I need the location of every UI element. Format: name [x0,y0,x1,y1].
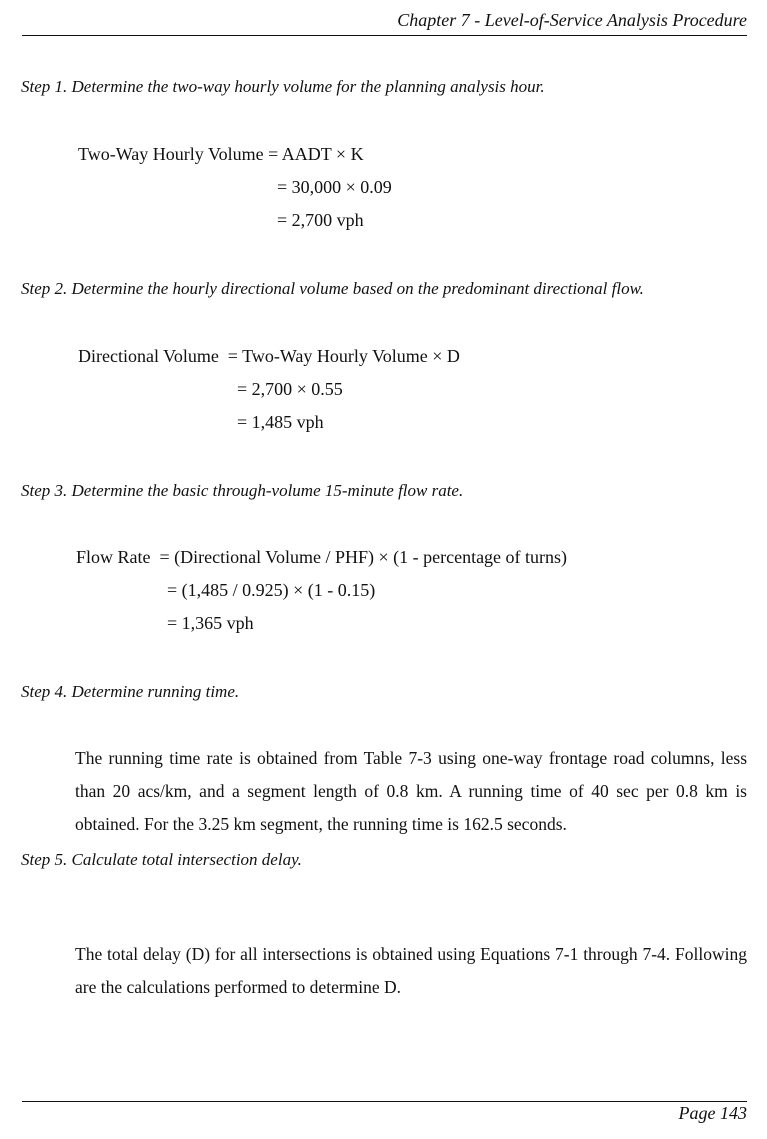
header-rule [22,35,747,36]
step-3-heading: Step 3. Determine the basic through-volume 15-minute flow rate. [21,481,464,500]
step-4-paragraph: The running time rate is obtained from Table 7-3 using one-way frontage road columns, less than 20 acs/km, and a segment length of 0.8 km. A running time of 40 sec per 0.8 km is obtained. For the 3.25 km segment, the running time is 162.5 seconds. [75,748,747,834]
step-3-equation-line-3: = 1,365 vph [167,613,254,633]
step-1-heading: Step 1. Determine the two-way hourly volume for the planning analysis hour. [21,77,545,96]
step-5-heading: Step 5. Calculate total intersection delay. [21,850,302,869]
step-2-equation-line-1: Directional Volume = Two-Way Hourly Volume × D [78,346,460,366]
page-number: Page 143 [678,1103,747,1123]
step-4-heading: Step 4. Determine running time. [21,682,240,701]
step-1-equation-line-1: Two-Way Hourly Volume = AADT × K [78,144,364,164]
step-3-equation-line-2: = (1,485 / 0.925) × (1 - 0.15) [167,580,376,600]
step-2-equation-line-2: = 2,700 × 0.55 [237,379,343,399]
footer-rule [22,1101,747,1102]
step-2-equation-line-3: = 1,485 vph [237,412,324,432]
step-2-heading: Step 2. Determine the hourly directional volume based on the predominant directional flow. [21,279,644,298]
step-1-equation-line-3: = 2,700 vph [277,210,364,230]
step-3-equation-line-1: Flow Rate = (Directional Volume / PHF) × (1 - percentage of turns) [76,547,568,567]
step-5-paragraph: The total delay (D) for all intersections is obtained using Equations 7-1 through 7-4. Following are the calculations performed to determine D. [75,944,747,997]
step-1-equation-line-2: = 30,000 × 0.09 [277,177,392,197]
chapter-header: Chapter 7 - Level-of-Service Analysis Procedure [397,10,747,30]
